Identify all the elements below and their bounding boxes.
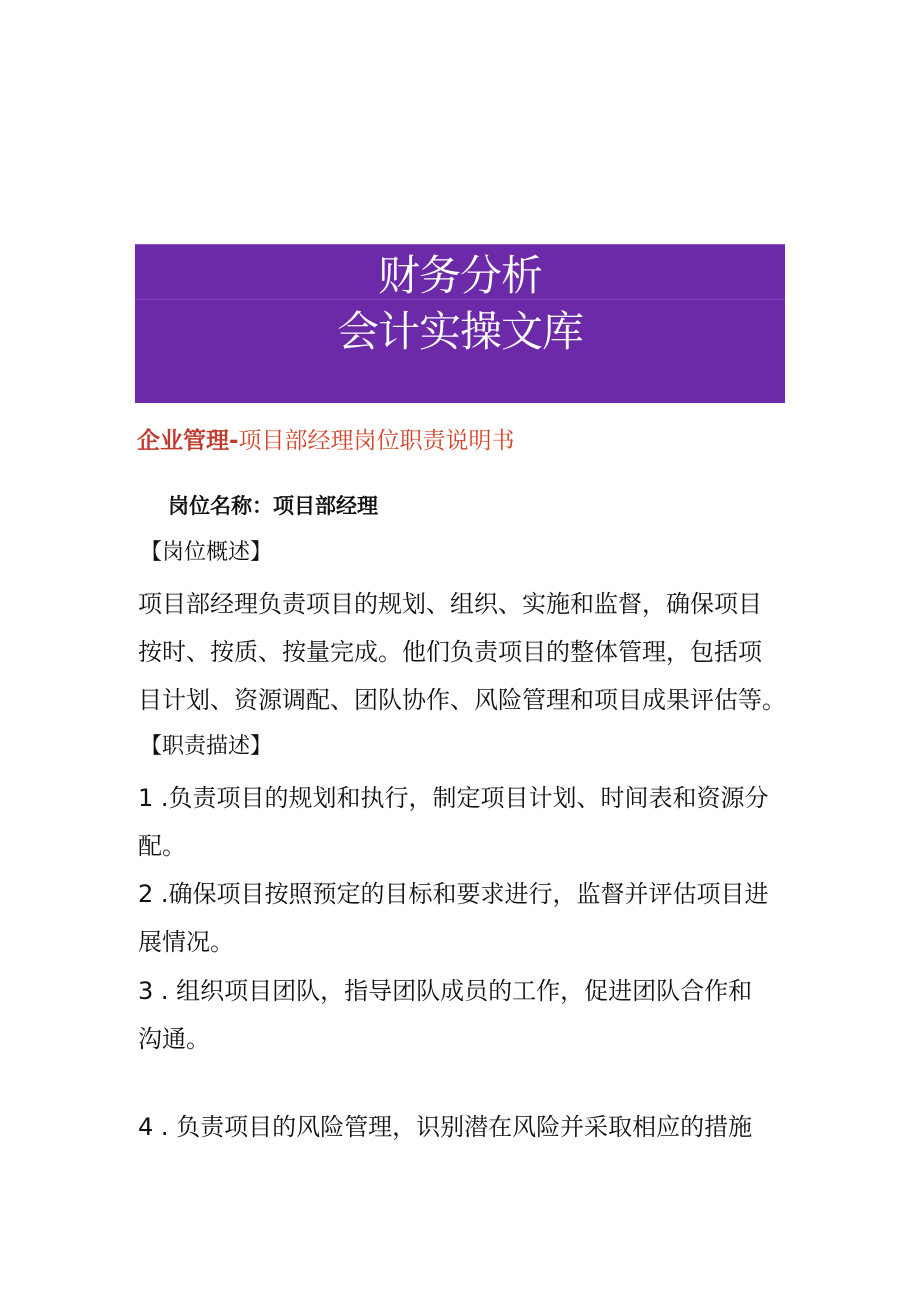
duties-heading: 【职责描述】 [140, 734, 273, 759]
document-category: 企业管理- [137, 428, 239, 454]
overview-line: 目计划、资源调配、团队协作、风险管理和项目成果评估等。 [138, 686, 786, 714]
duty-line: 2 .确保项目按照预定的目标和要求进行，监督并评估项目进 [138, 880, 769, 908]
header-banner [135, 244, 785, 403]
duty-line: 4 . 负责项目的风险管理，识别潜在风险并采取相应的措施 [138, 1113, 753, 1141]
banner-title-line-2: 会计实操文库 [336, 307, 583, 356]
overview-line: 按时、按质、按量完成。他们负责项目的整体管理，包括项 [138, 638, 762, 666]
overview-paragraph [138, 580, 798, 724]
duty-line: 1 .负责项目的规划和执行，制定项目计划、时间表和资源分 [138, 784, 769, 812]
duty-item-2 [138, 870, 798, 966]
duty-item-4 [138, 1103, 798, 1151]
duty-item-1 [138, 774, 798, 870]
duty-line: 配。 [138, 832, 186, 860]
position-name: 岗位名称：项目部经理 [168, 494, 378, 518]
overview-heading: 【岗位概述】 [140, 540, 273, 565]
banner-title-line-1: 财务分析 [377, 251, 542, 300]
duty-item-3 [138, 967, 798, 1063]
document-title [137, 424, 515, 458]
duty-line: 沟通。 [138, 1025, 210, 1053]
duty-line: 3 . 组织项目团队，指导团队成员的工作，促进团队合作和 [138, 977, 753, 1005]
document-subject: 项目部经理岗位职责说明书 [238, 428, 515, 454]
duty-line: 展情况。 [138, 928, 234, 956]
overview-line: 项目部经理负责项目的规划、组织、实施和监督，确保项目 [138, 590, 762, 618]
